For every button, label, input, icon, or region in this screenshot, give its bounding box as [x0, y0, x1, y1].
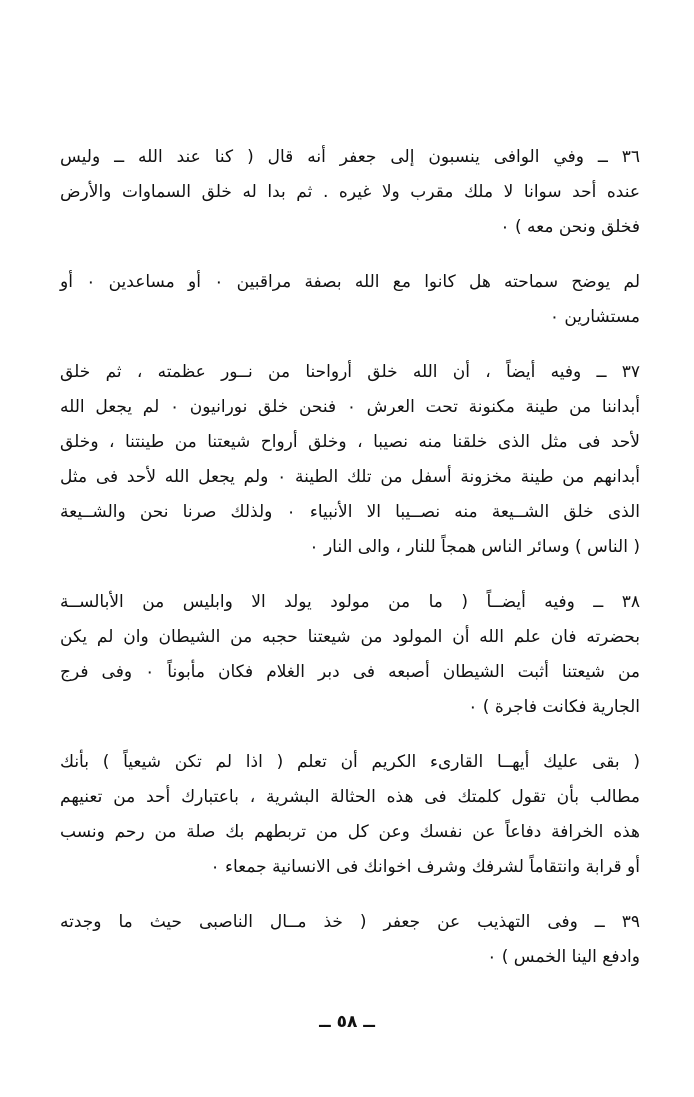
text-line: مطالب بأن تقول كلمتك فى هذه الحثالة البشرية ، باعتبارك أحد من تعنيهم: [60, 787, 640, 807]
paragraph-36: [60, 140, 640, 245]
text-line: الجارية فكانت فاجرة ) ٠: [468, 697, 640, 717]
text-line: أو قرابة وانتقاماً لشرفك وشرف اخوانك فى الانسانية جمعاء ٠: [210, 857, 640, 877]
text-line: ( بقى عليك أيهــا القارىء الكريم أن تعلم ( اذا لم تكن شيعياً ) بأنك: [60, 752, 640, 772]
text-line: فخلق ونحن معه ) ٠: [500, 217, 640, 237]
paragraph-38: [60, 585, 640, 725]
text-line: من شيعتنا أثبت الشيطان أصبعه فى دبر الغلام فكان مأبوناً ٠ وفى فرج: [60, 662, 641, 682]
page-number: ــ ٥٨ ــ: [319, 1012, 375, 1032]
text-line: أبداننا من طينة مكنونة تحت العرش ٠ فنحن خلق نورانيون ٠ لم يجعل الله: [60, 397, 640, 417]
text-line: وادفع الينا الخمس ) ٠: [487, 947, 640, 967]
text-line: ( الناس ) وسائر الناس همجاً للنار ، والى النار ٠: [309, 537, 640, 557]
text-line: ٣٩ ــ وفى التهذيب عن جعفر ( خذ مــال الناصبى حيث ما وجدته: [60, 912, 640, 932]
text-line: هذه الخرافة دفاعاً عن نفسك وعن كل من تربطهم بك صلة من رحم ونسب: [60, 822, 640, 842]
text-line: مستشارين ٠: [549, 307, 640, 327]
text-line: عنده أحد سوانا لا ملك مقرب ولا غيره . ثم بدا له خلق السماوات والأرض: [60, 182, 640, 202]
paragraph-comment-2: [60, 745, 640, 885]
text-line: ٣٦ ــ وفي الوافى ينسبون إلى جعفر أنه قال ( كنا عند الله ــ وليس: [60, 147, 640, 167]
paragraph-39: [60, 905, 640, 975]
text-line: ٣٨ ــ وفيه أيضــاً ( ما من مولود يولد الا وابليس من الأبالســة: [60, 592, 640, 612]
paragraph-37: [60, 355, 640, 565]
page-body: [60, 140, 640, 995]
text-line: لم يوضح سماحته هل كانوا مع الله بصفة مراقبين ٠ أو مساعدين ٠ أو: [60, 272, 640, 292]
text-line: ٣٧ ــ وفيه أيضاً ، أن الله خلق أرواحنا من نــور عظمته ، ثم خلق: [60, 362, 640, 382]
text-line: لأحد فى مثل الذى خلقنا منه نصيبا ، وخلق أرواح شيعتنا من طينتنا ، وخلق: [60, 432, 640, 452]
text-line: بحضرته فان علم الله أن المولود من شيعتنا حجبه من الشيطان وان لم يكن: [60, 627, 640, 647]
text-line: أبدانهم من طينة مخزونة أسفل من تلك الطينة ٠ ولم يجعل الله لأحد فى مثل: [60, 467, 641, 487]
text-line: الذى خلق الشــيعة منه نصــيبا الا الأنبياء ٠ ولذلك صرنا نحن والشــيعة: [60, 502, 640, 522]
paragraph-comment-1: [60, 265, 640, 335]
